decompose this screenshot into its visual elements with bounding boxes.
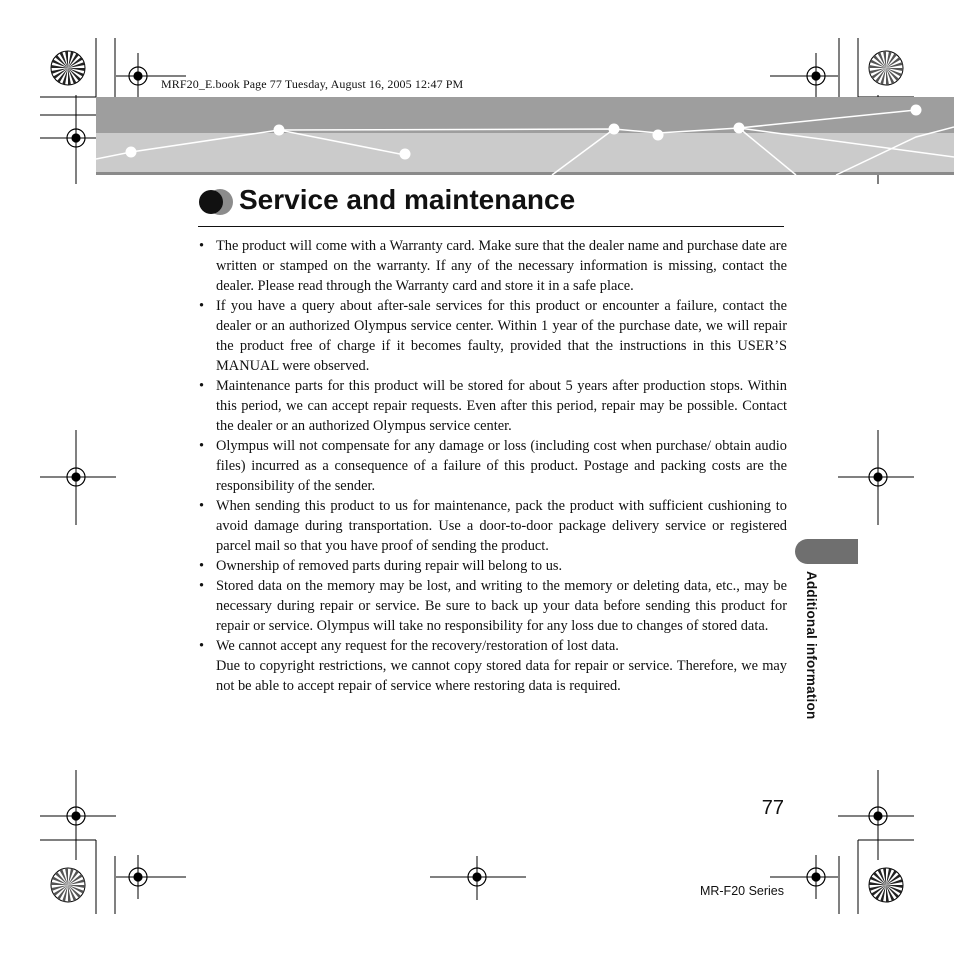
list-item-text: Olympus will not compensate for any damage or loss (including cost when purchase/ obtain audio files) incurred as a consequence of a failure of this product. Postage and packing costs are the responsibility of the sender. bbox=[216, 438, 787, 494]
starburst-target-icon bbox=[51, 868, 85, 902]
bullet-icon: • bbox=[199, 558, 205, 574]
header-band-dark bbox=[96, 97, 954, 133]
list-item-text: If you have a query about after-sale services for this product or encounter a failure, contact the dealer or an authorized Olympus service center. Within 1 year of the purchase date, we will repair the product free of charge if it becomes faulty, provided that the instructions in this USER’S MANUAL were observed. bbox=[216, 298, 787, 374]
list-item-continuation: Due to copyright restrictions, we cannot copy stored data for repair or service. Therefore, we may not be able to accept repair of service where restoring data is required. bbox=[216, 658, 787, 694]
bullet-icon: • bbox=[199, 298, 205, 314]
starburst-target-icon bbox=[869, 868, 903, 902]
page-title: Service and maintenance bbox=[239, 184, 576, 215]
list-item bbox=[197, 556, 787, 576]
section-side-label bbox=[804, 571, 824, 751]
list-item-text: When sending this product to us for maintenance, pack the product with sufficient cushioning to avoid damage during transportation. Use a door-to-door package delivery service or registered parcel mail so that you have proof of sending the product. bbox=[216, 498, 787, 554]
page-number: 77 bbox=[761, 797, 784, 819]
list-item bbox=[197, 436, 787, 496]
bullet-icon: • bbox=[199, 438, 205, 454]
list-item-text: Maintenance parts for this product will be stored for about 5 years after production stops. Within this period, we can accept repair requests. Even after this period, repair may be possible. Contact the dealer or an authorized Olympus service center. bbox=[216, 378, 787, 434]
list-item bbox=[197, 636, 787, 696]
starburst-target-icon bbox=[869, 51, 903, 85]
list-item bbox=[197, 296, 787, 376]
bullet-icon: • bbox=[199, 238, 205, 254]
list-item bbox=[197, 576, 787, 636]
list-item-text: Stored data on the memory may be lost, and writing to the memory or deleting data, etc., may be necessary during repair or service. Be sure to back up your data before sending this product for repair or service. Olympus will take no responsibility for any loss due to changes of stored data. bbox=[216, 578, 787, 634]
list-item-text: We cannot accept any request for the recovery/restoration of lost data. bbox=[216, 638, 619, 654]
list-item bbox=[197, 236, 787, 296]
bullet-icon: • bbox=[199, 578, 205, 594]
section-side-tab bbox=[795, 539, 858, 564]
list-item-text: The product will come with a Warranty card. Make sure that the dealer name and purchase date are written or stamped on the warranty. If any of the necessary information is missing, contact the dealer. Please read through the Warranty card and store it in a safe place. bbox=[216, 238, 787, 294]
maintenance-bullet-list bbox=[197, 236, 787, 696]
header-band-light bbox=[96, 133, 954, 172]
starburst-target-icon bbox=[51, 51, 85, 85]
header-band bbox=[96, 97, 954, 175]
series-label: MR-F20 Series bbox=[699, 884, 784, 898]
bullet-icon: • bbox=[199, 638, 205, 654]
list-item bbox=[197, 496, 787, 556]
print-info-line: MRF20_E.book Page 77 Tuesday, August 16, 2005 12:47 PM bbox=[161, 77, 464, 91]
bullet-icon: • bbox=[199, 498, 205, 514]
list-item-text: Ownership of removed parts during repair will belong to us. bbox=[216, 558, 563, 574]
section-title-block bbox=[198, 182, 784, 227]
bullet-icon: • bbox=[199, 378, 205, 394]
side-label-text: Additional information bbox=[804, 571, 819, 720]
list-item bbox=[197, 376, 787, 436]
double-circle-icon bbox=[198, 186, 234, 218]
